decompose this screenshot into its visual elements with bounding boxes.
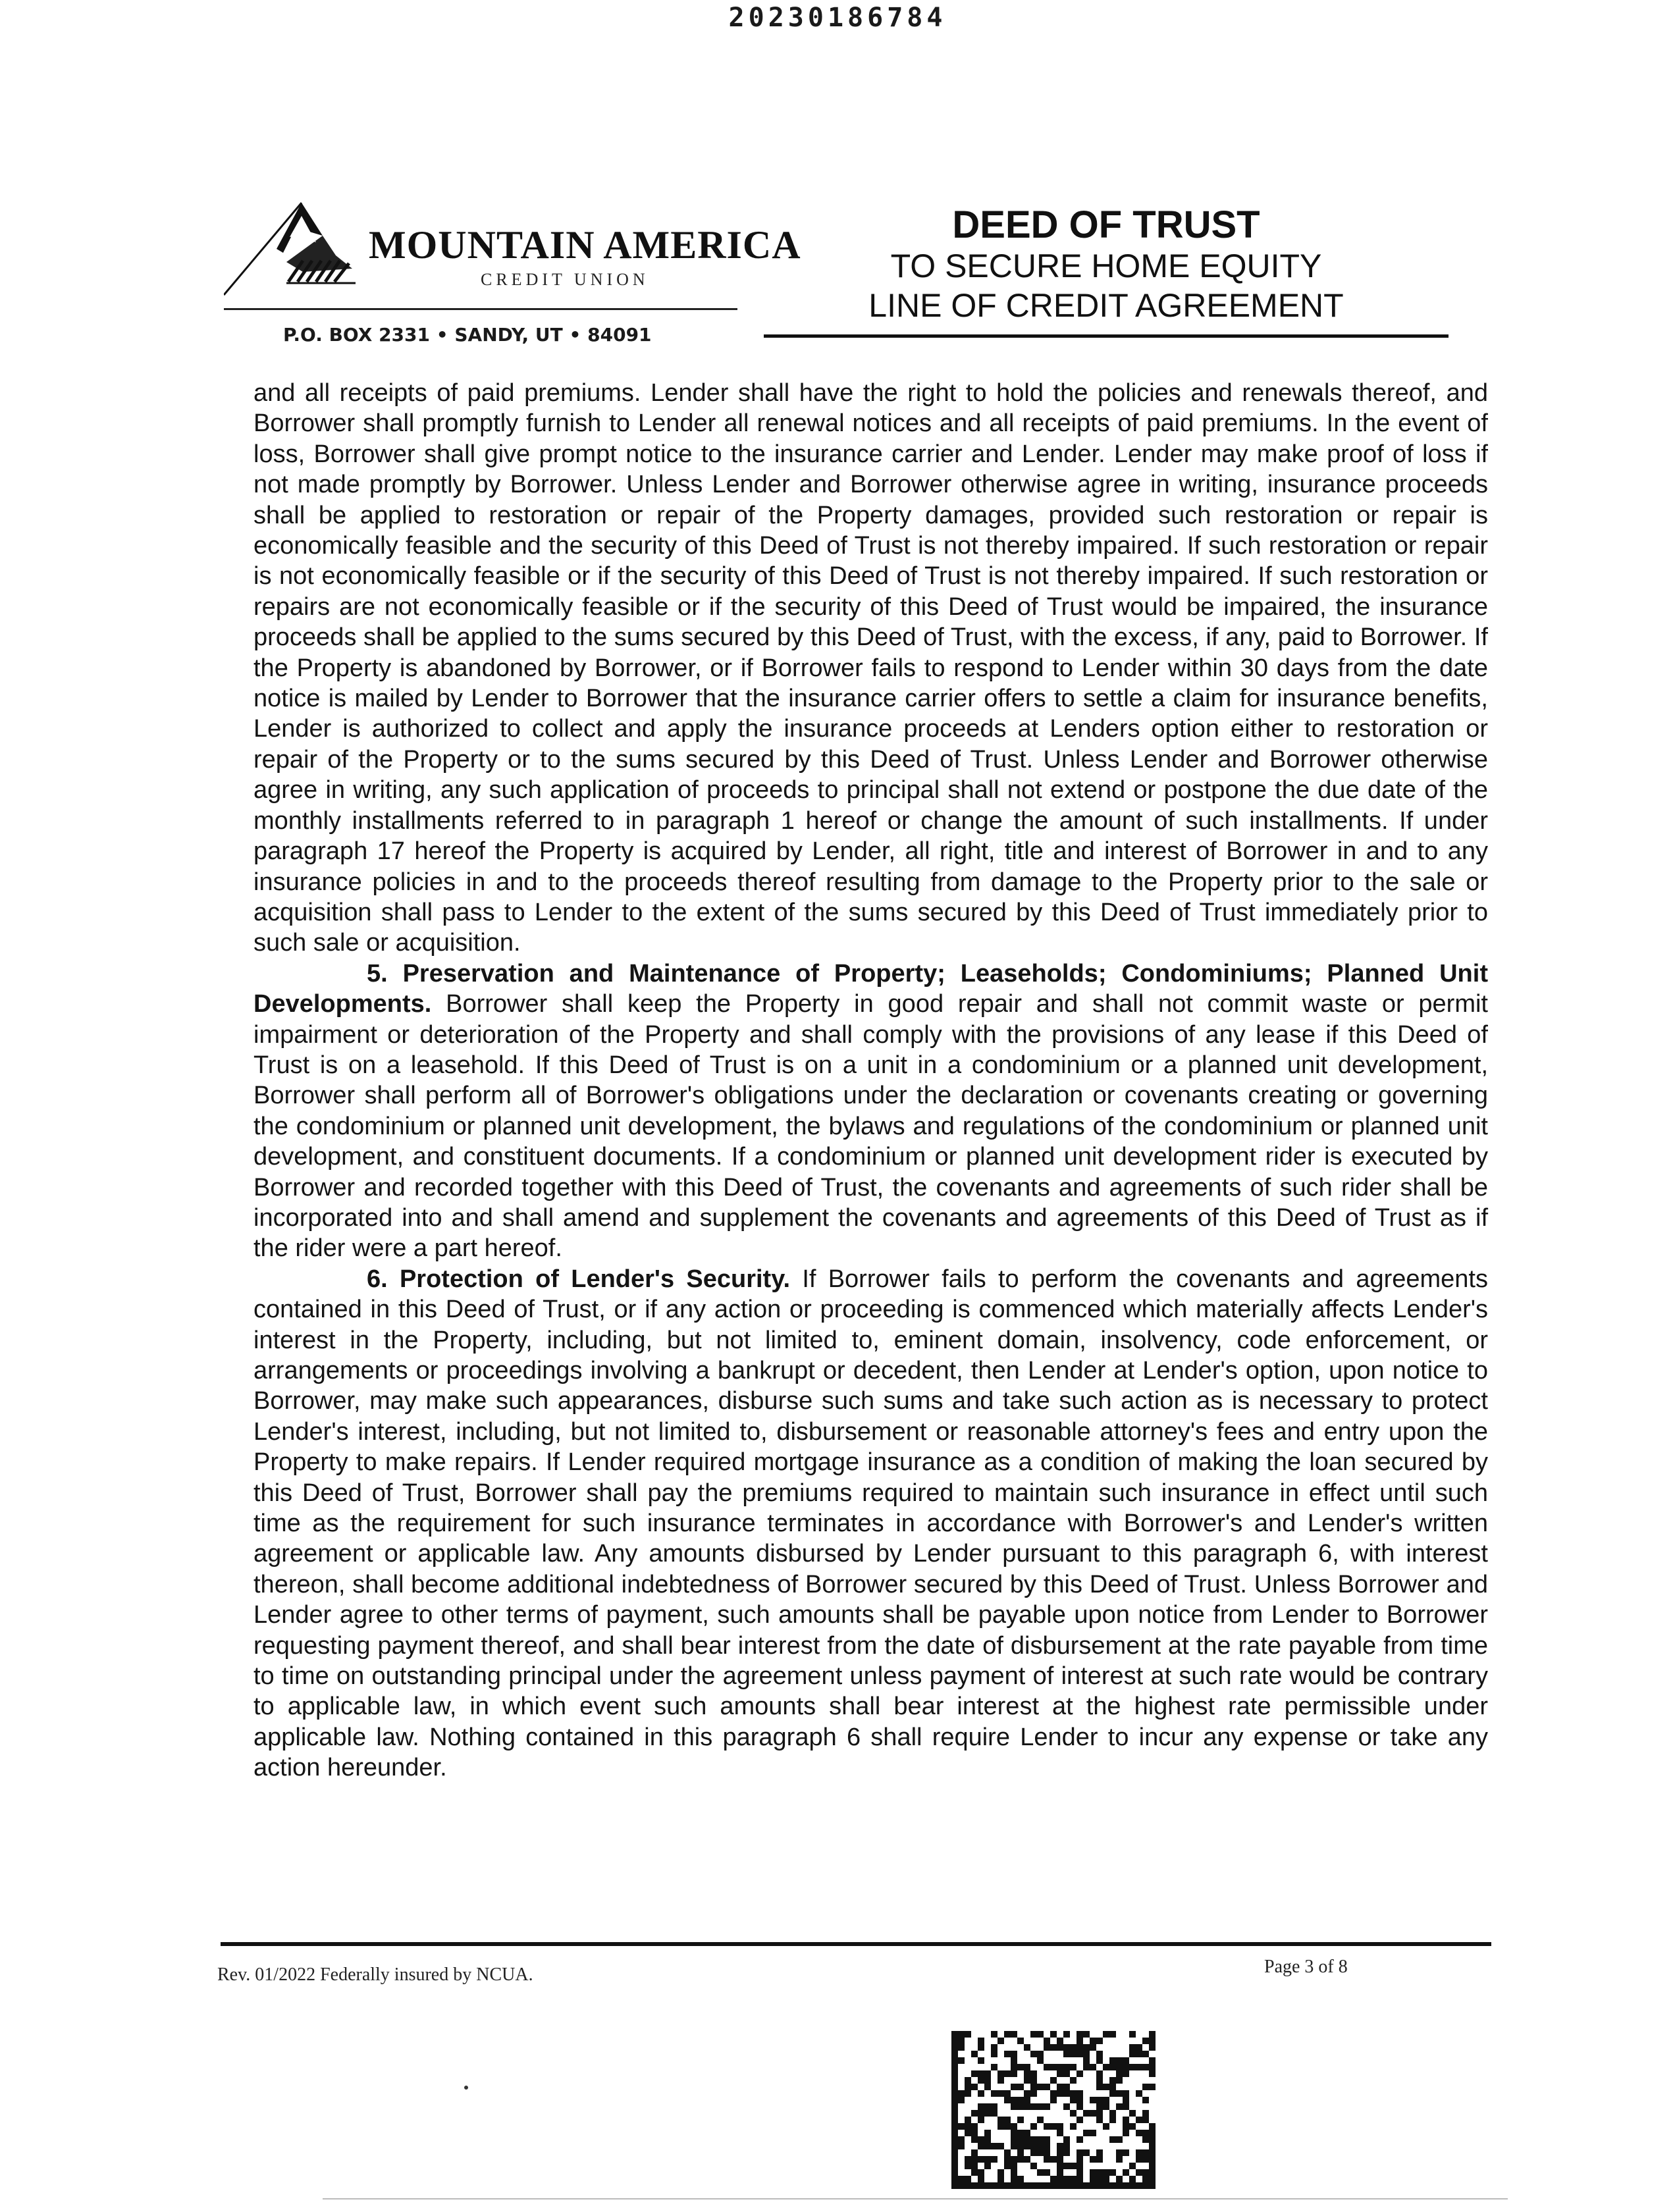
- section-5: [253, 959, 1488, 1264]
- section-5-text: Borrower shall keep the Property in good repair and shall not commit waste or permit impairment or deterioration of the Property and shall comply with the provisions of any lease if this Deed of Trust is on a leasehold. If this Deed of Trust is on a unit in a condominium or a planned unit development, Borrower shall perform all of Borrower's obligations under the declaration or covenants creating or governing the condominium or planned unit development, the bylaws and regulations of the condominium or planned unit development, and constituent documents. If a condominium or planned unit development rider is executed by Borrower and recorded together with this Deed of Trust, the covenants and agreements of such rider shall be incorporated into and shall amend and supplement the covenants and agreements of this Deed of Trust as if the rider were a part hereof.: [253, 990, 1488, 1263]
- lender-logo-block: [217, 178, 801, 346]
- document-barcode-icon: [951, 2031, 1156, 2189]
- document-subtitle-line1: TO SECURE HOME EQUITY: [890, 248, 1322, 284]
- scan-edge-line: [323, 2198, 1508, 2199]
- scan-speck: [464, 2086, 468, 2090]
- section-6: [253, 1264, 1488, 1783]
- section-6-text: If Borrower fails to perform the covenants and agreements contained in this Deed of Trust, or if any action or proceeding is commenced which materially affects Lender's interest in the Property, including, but not limited to, eminent domain, insolvency, code enforcement, or arrangements or proceedings involving a bankrupt or decedent, then Lender at Lender's option, upon notice to Borrower, may make such appearances, disburse such sums and take such action as is necessary to protect Lender's interest, including, but not limited to, disbursement or reasonable attorney's fees and entry upon the Property to make repairs. If Lender required mortgage insurance as a condition of making the loan secured by this Deed of Trust, Borrower shall pay the premiums required to maintain such insurance in effect until such time as the requirement for such insurance terminates in accordance with Borrower's and Lender's written agreement or applicable law. Any amounts disbursed by Lender pursuant to this paragraph 6, with interest thereon, shall become additional indebtedness of Borrower secured by this Deed of Trust. Unless Borrower and Lender agree to other terms of payment, such amounts shall be payable upon notice from Lender to Borrower requesting payment thereof, and shall bear interest from the date of disbursement at the rate payable from time to time on outstanding principal under the agreement unless payment of interest at such rate would be contrary to applicable law, in which event such amounts shall bear interest at the highest rate permissible under applicable law. Nothing contained in this paragraph 6 shall require Lender to incur any expense or take any action hereunder.: [253, 1265, 1488, 1782]
- document-body: [253, 378, 1488, 1783]
- lender-logo-name: MOUNTAIN AMERICA: [369, 223, 801, 267]
- footer-revision: Rev. 01/2022 Federally insured by NCUA.: [217, 1964, 533, 1985]
- document-subtitle-line2: LINE OF CREDIT AGREEMENT: [868, 287, 1344, 324]
- title-divider: [764, 334, 1449, 338]
- paragraph-continued: and all receipts of paid premiums. Lender shall have the right to hold the policies and renewals thereof, and Borrower shall promptly furnish to Lender all renewal notices and all receipts of paid premiums. In the event of loss, Borrower shall give prompt notice to the insurance carrier and Lender. Lender may make proof of loss if not made promptly by Borrower. Unless Lender and Borrower otherwise agree in writing, insurance proceeds shall be applied to restoration or repair of the Property damages, provided such restoration or repair is economically feasible and the security of this Deed of Trust is not thereby impaired. If such restoration or repair is not economically feasible or if the security of this Deed of Trust is not thereby impaired. If such restoration or repairs are not economically feasible or if the security of this Deed of Trust would be impaired, the insurance proceeds shall be applied to the sums secured by this Deed of Trust, with the excess, if any, paid to Borrower. If the Property is abandoned by Borrower, or if Borrower fails to respond to Lender within 30 days from the date notice is mailed by Lender to Borrower that the insurance carrier offers to settle a claim for insurance benefits, Lender is authorized to collect and apply the insurance proceeds at Lenders option either to restoration or repair of the Property or to the sums secured by this Deed of Trust. Unless Lender and Borrower otherwise agree in writing, any such application of proceeds to principal shall not extend or postpone the due date of the monthly installments referred to in paragraph 1 hereof or change the amount of such installments. If under paragraph 17 hereof the Property is acquired by Lender, all right, title and interest of Borrower in and to any insurance policies in and to the proceeds thereof resulting from damage to the Property prior to the sale or acquisition shall pass to Lender to the extent of the sums secured by this Deed of Trust immediately prior to such sale or acquisition.: [253, 379, 1488, 957]
- section-6-heading: 6. Protection of Lender's Security.: [367, 1265, 791, 1293]
- page-number: Page 3 of 8: [1264, 1957, 1348, 1977]
- lender-address: P.O. BOX 2331 • SANDY, UT • 84091: [283, 324, 652, 346]
- mountain-logo-icon: [224, 190, 382, 302]
- logo-divider: [224, 308, 737, 310]
- section-5-heading: 5. Preservation and Maintenance of Property; Leaseholds; Condominiums; Planned Unit Developments.: [253, 959, 1488, 1018]
- lender-logo-subtitle: CREDIT UNION: [481, 270, 649, 289]
- document-title: DEED OF TRUST: [952, 203, 1260, 246]
- footer-divider: [221, 1942, 1491, 1946]
- document-title-block: [751, 204, 1462, 338]
- recording-number: 20230186784: [728, 3, 947, 33]
